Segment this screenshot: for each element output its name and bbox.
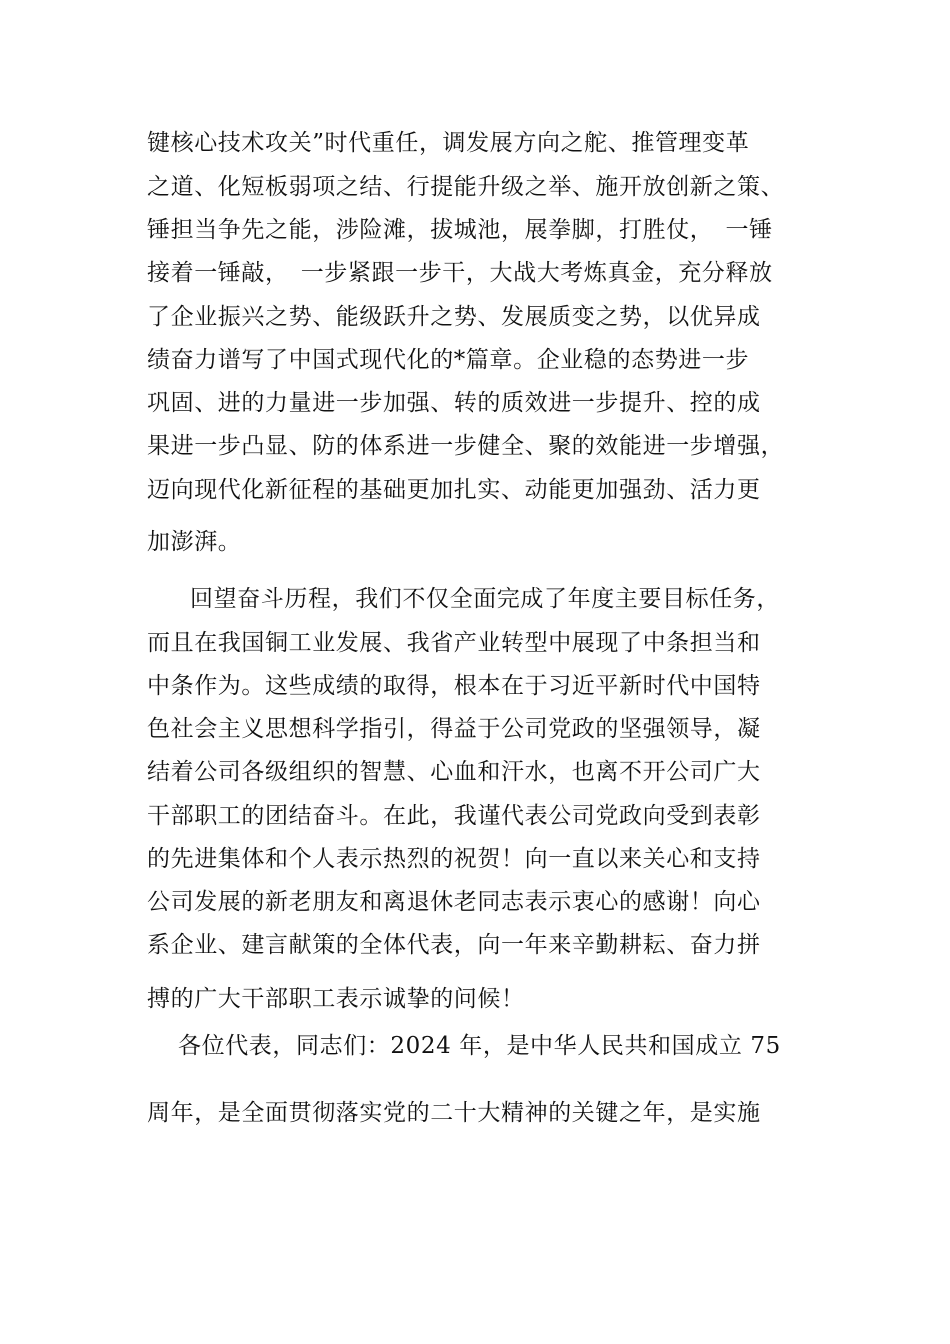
- text-line: 色社会主义思想科学指引，得益于公司党政的坚强领导，凝: [147, 716, 761, 742]
- text-line: 果进一步凸显、防的体系进一步健全、聚的效能进一步增强，: [147, 433, 785, 459]
- text-line: 接着一锤敲， 一步紧跟一步干，大战大考炼真金，充分释放: [147, 260, 773, 286]
- text-line: 的先进集体和个人表示热烈的祝贺！向一直以来关心和支持: [147, 846, 761, 872]
- text-line: 锤担当争先之能，涉险滩，拔城池，展拳脚，打胜仗， 一锤: [147, 217, 773, 243]
- text-line: 中条作为。这些成绩的取得，根本在于习近平新时代中国特: [147, 673, 761, 699]
- text-line: 各位代表，同志们：2024 年，是中华人民共和国成立 75: [178, 1033, 781, 1059]
- text-line: 公司发展的新老朋友和离退休老同志表示衷心的感谢！向心: [147, 889, 761, 915]
- text-line: 加澎湃。: [147, 529, 242, 555]
- text-line: 回望奋斗历程，我们不仅全面完成了年度主要目标任务，: [190, 586, 780, 612]
- text-line: 了企业振兴之势、能级跃升之势、发展质变之势，以优异成: [147, 304, 761, 330]
- text-line: 周年，是全面贯彻落实党的二十大精神的关键之年，是实施: [147, 1100, 761, 1126]
- text-line: 键核心技术攻关”时代重任，调发展方向之舵、推管理变革: [147, 130, 750, 156]
- text-line: 结着公司各级组织的智慧、心血和汗水，也离不开公司广大: [147, 759, 761, 785]
- text-line: 迈向现代化新征程的基础更加扎实、动能更加强劲、活力更: [147, 477, 761, 503]
- text-line: 搏的广大干部职工表示诚挚的问候！: [147, 986, 525, 1012]
- text-line: 干部职工的团结奋斗。在此，我谨代表公司党政向受到表彰: [147, 803, 761, 829]
- text-line: 绩奋力谱写了中国式现代化的*篇章。企业稳的态势进一步: [147, 347, 750, 373]
- text-line: 巩固、进的力量进一步加强、转的质效进一步提升、控的成: [147, 390, 761, 416]
- text-line: 系企业、建言献策的全体代表，向一年来辛勤耕耘、奋力拼: [147, 932, 761, 958]
- text-line: 而且在我国铜工业发展、我省产业转型中展现了中条担当和: [147, 630, 761, 656]
- text-line: 之道、化短板弱项之结、行提能升级之举、施开放创新之策、: [147, 174, 785, 200]
